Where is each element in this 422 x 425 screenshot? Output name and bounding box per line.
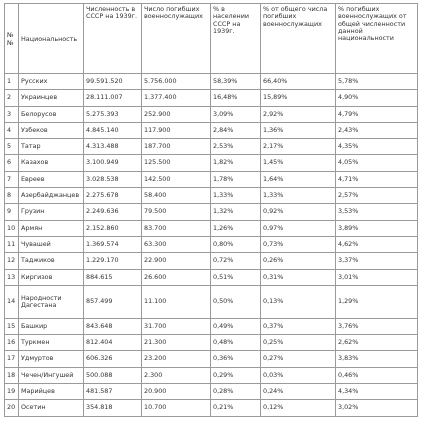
nationality: Татар — [19, 139, 84, 155]
row-number: 7 — [5, 171, 19, 187]
row-number: 5 — [5, 139, 19, 155]
table-row — [5, 335, 418, 351]
table-body — [5, 74, 418, 417]
row-number: 19 — [5, 384, 19, 400]
deaths-count: 125.500 — [142, 155, 211, 171]
pct-of-nationality: 5,78% — [336, 74, 418, 90]
header-row — [5, 4, 418, 74]
population-1939: 606.326 — [84, 351, 142, 367]
nationality: Армян — [19, 220, 84, 236]
population-1939: 3.028.538 — [84, 171, 142, 187]
row-number: 11 — [5, 236, 19, 252]
pct-deaths: 1,45% — [261, 155, 336, 171]
pct-population: 0,50% — [211, 285, 261, 318]
deaths-count: 21.300 — [142, 335, 211, 351]
table-row — [5, 400, 418, 416]
nationality: Узбеков — [19, 122, 84, 138]
pct-deaths: 0,12% — [261, 400, 336, 416]
row-number: 13 — [5, 269, 19, 285]
table-row — [5, 74, 418, 90]
row-number: 3 — [5, 106, 19, 122]
deaths-count: 31.700 — [142, 318, 211, 334]
population-1939: 481.587 — [84, 384, 142, 400]
pct-deaths: 0,13% — [261, 285, 336, 318]
pct-population: 1,32% — [211, 204, 261, 220]
population-1939: 2.152.860 — [84, 220, 142, 236]
deaths-count: 22.900 — [142, 253, 211, 269]
pct-population: 0,21% — [211, 400, 261, 416]
pct-population: 0,28% — [211, 384, 261, 400]
deaths-count: 142.500 — [142, 171, 211, 187]
nationality: Белорусов — [19, 106, 84, 122]
pct-deaths: 0,03% — [261, 367, 336, 383]
pct-of-nationality: 4,90% — [336, 90, 418, 106]
population-1939: 843.648 — [84, 318, 142, 334]
header-pct-deaths: % от общего числа погибших военнослужащих — [261, 4, 336, 74]
population-1939: 99.591.520 — [84, 74, 142, 90]
deaths-count: 20.900 — [142, 384, 211, 400]
pct-of-nationality: 4,62% — [336, 236, 418, 252]
population-1939: 857.499 — [84, 285, 142, 318]
pct-of-nationality: 2,62% — [336, 335, 418, 351]
table-row — [5, 253, 418, 269]
deaths-count: 83.700 — [142, 220, 211, 236]
pct-deaths: 15,89% — [261, 90, 336, 106]
pct-of-nationality: 4,71% — [336, 171, 418, 187]
table-row — [5, 155, 418, 171]
table-row — [5, 90, 418, 106]
deaths-count: 23.200 — [142, 351, 211, 367]
nationality: Марийцев — [19, 384, 84, 400]
pct-deaths: 0,26% — [261, 253, 336, 269]
table-row — [5, 269, 418, 285]
nationality: Грузин — [19, 204, 84, 220]
nationality: Казахов — [19, 155, 84, 171]
deaths-count: 11.100 — [142, 285, 211, 318]
pct-deaths: 0,37% — [261, 318, 336, 334]
nationality: Народности Дагестана — [19, 285, 84, 318]
pct-of-nationality: 4,35% — [336, 139, 418, 155]
population-1939: 4.845.140 — [84, 122, 142, 138]
header-population: Численность в СССР на 1939г. — [84, 4, 142, 74]
nationality: Чечен/Ингушей — [19, 367, 84, 383]
row-number: 18 — [5, 367, 19, 383]
pct-of-nationality: 4,34% — [336, 384, 418, 400]
deaths-count: 187.700 — [142, 139, 211, 155]
row-number: 12 — [5, 253, 19, 269]
population-1939: 5.275.393 — [84, 106, 142, 122]
pct-of-nationality: 4,79% — [336, 106, 418, 122]
pct-population: 0,49% — [211, 318, 261, 334]
pct-of-nationality: 3,76% — [336, 318, 418, 334]
population-1939: 1.369.574 — [84, 236, 142, 252]
row-number: 10 — [5, 220, 19, 236]
pct-population: 1,78% — [211, 171, 261, 187]
deaths-count: 117.900 — [142, 122, 211, 138]
deaths-count: 10.700 — [142, 400, 211, 416]
table-row — [5, 106, 418, 122]
pct-deaths: 0,27% — [261, 351, 336, 367]
nationality: Осетин — [19, 400, 84, 416]
deaths-count: 58.400 — [142, 188, 211, 204]
table-row — [5, 318, 418, 334]
pct-deaths: 0,31% — [261, 269, 336, 285]
pct-population: 58,39% — [211, 74, 261, 90]
pct-population: 0,80% — [211, 236, 261, 252]
table-row — [5, 220, 418, 236]
row-number: 17 — [5, 351, 19, 367]
table-row — [5, 236, 418, 252]
pct-population: 16,48% — [211, 90, 261, 106]
nationality: Таджиков — [19, 253, 84, 269]
row-number: 6 — [5, 155, 19, 171]
nationality: Киргизов — [19, 269, 84, 285]
deaths-count: 26.600 — [142, 269, 211, 285]
pct-population: 0,51% — [211, 269, 261, 285]
pct-of-nationality: 3,37% — [336, 253, 418, 269]
row-number: 9 — [5, 204, 19, 220]
population-1939: 354.818 — [84, 400, 142, 416]
pct-of-nationality: 3,02% — [336, 400, 418, 416]
pct-deaths: 66,40% — [261, 74, 336, 90]
pct-of-nationality: 3,83% — [336, 351, 418, 367]
pct-deaths: 1,64% — [261, 171, 336, 187]
pct-population: 0,29% — [211, 367, 261, 383]
table-row — [5, 171, 418, 187]
pct-deaths: 0,24% — [261, 384, 336, 400]
pct-of-nationality: 4,05% — [336, 155, 418, 171]
header-number: № № — [5, 4, 19, 74]
deaths-count: 5.756.000 — [142, 74, 211, 90]
row-number: 16 — [5, 335, 19, 351]
row-number: 1 — [5, 74, 19, 90]
pct-of-nationality: 1,29% — [336, 285, 418, 318]
row-number: 15 — [5, 318, 19, 334]
table-container — [4, 3, 418, 417]
pct-deaths: 0,73% — [261, 236, 336, 252]
table-row — [5, 188, 418, 204]
header-deaths: Число погибших военнослужащих — [142, 4, 211, 74]
pct-population: 0,48% — [211, 335, 261, 351]
table-row — [5, 351, 418, 367]
pct-deaths: 0,25% — [261, 335, 336, 351]
pct-of-nationality: 2,43% — [336, 122, 418, 138]
pct-of-nationality: 2,57% — [336, 188, 418, 204]
population-1939: 812.404 — [84, 335, 142, 351]
nationality: Украинцев — [19, 90, 84, 106]
nationality: Башкир — [19, 318, 84, 334]
deaths-count: 252.900 — [142, 106, 211, 122]
casualties-table — [4, 3, 418, 417]
pct-population: 1,26% — [211, 220, 261, 236]
header-nationality: Национальность — [19, 4, 84, 74]
pct-of-nationality: 3,53% — [336, 204, 418, 220]
pct-population: 0,36% — [211, 351, 261, 367]
row-number: 14 — [5, 285, 19, 318]
pct-population: 1,82% — [211, 155, 261, 171]
population-1939: 884.615 — [84, 269, 142, 285]
table-row — [5, 139, 418, 155]
table-row — [5, 367, 418, 383]
nationality: Евреев — [19, 171, 84, 187]
table-row — [5, 204, 418, 220]
population-1939: 3.100.949 — [84, 155, 142, 171]
population-1939: 28.111.007 — [84, 90, 142, 106]
nationality: Русских — [19, 74, 84, 90]
pct-deaths: 1,36% — [261, 122, 336, 138]
header-pct-population: % в населении СССР на 1939г. — [211, 4, 261, 74]
pct-deaths: 2,92% — [261, 106, 336, 122]
pct-of-nationality: 3,01% — [336, 269, 418, 285]
pct-deaths: 0,97% — [261, 220, 336, 236]
population-1939: 2.275.678 — [84, 188, 142, 204]
nationality: Чувашей — [19, 236, 84, 252]
pct-population: 2,53% — [211, 139, 261, 155]
population-1939: 2.249.636 — [84, 204, 142, 220]
row-number: 20 — [5, 400, 19, 416]
pct-population: 3,09% — [211, 106, 261, 122]
header-pct-of-nationality: % погибших военнослужащих от общей численности данной национальности — [336, 4, 418, 74]
table-row — [5, 122, 418, 138]
pct-population: 0,72% — [211, 253, 261, 269]
pct-deaths: 0,92% — [261, 204, 336, 220]
nationality: Удмуртов — [19, 351, 84, 367]
deaths-count: 63.300 — [142, 236, 211, 252]
pct-population: 2,84% — [211, 122, 261, 138]
population-1939: 500.088 — [84, 367, 142, 383]
pct-population: 1,33% — [211, 188, 261, 204]
nationality: Азербайджанцев — [19, 188, 84, 204]
table-row — [5, 285, 418, 318]
deaths-count: 79.500 — [142, 204, 211, 220]
pct-deaths: 2,17% — [261, 139, 336, 155]
row-number: 4 — [5, 122, 19, 138]
pct-of-nationality: 0,46% — [336, 367, 418, 383]
row-number: 2 — [5, 90, 19, 106]
row-number: 8 — [5, 188, 19, 204]
nationality: Туркмен — [19, 335, 84, 351]
population-1939: 1.229.170 — [84, 253, 142, 269]
table-row — [5, 384, 418, 400]
pct-deaths: 1,33% — [261, 188, 336, 204]
population-1939: 4.313.488 — [84, 139, 142, 155]
pct-of-nationality: 3,89% — [336, 220, 418, 236]
deaths-count: 2.300 — [142, 367, 211, 383]
deaths-count: 1.377.400 — [142, 90, 211, 106]
